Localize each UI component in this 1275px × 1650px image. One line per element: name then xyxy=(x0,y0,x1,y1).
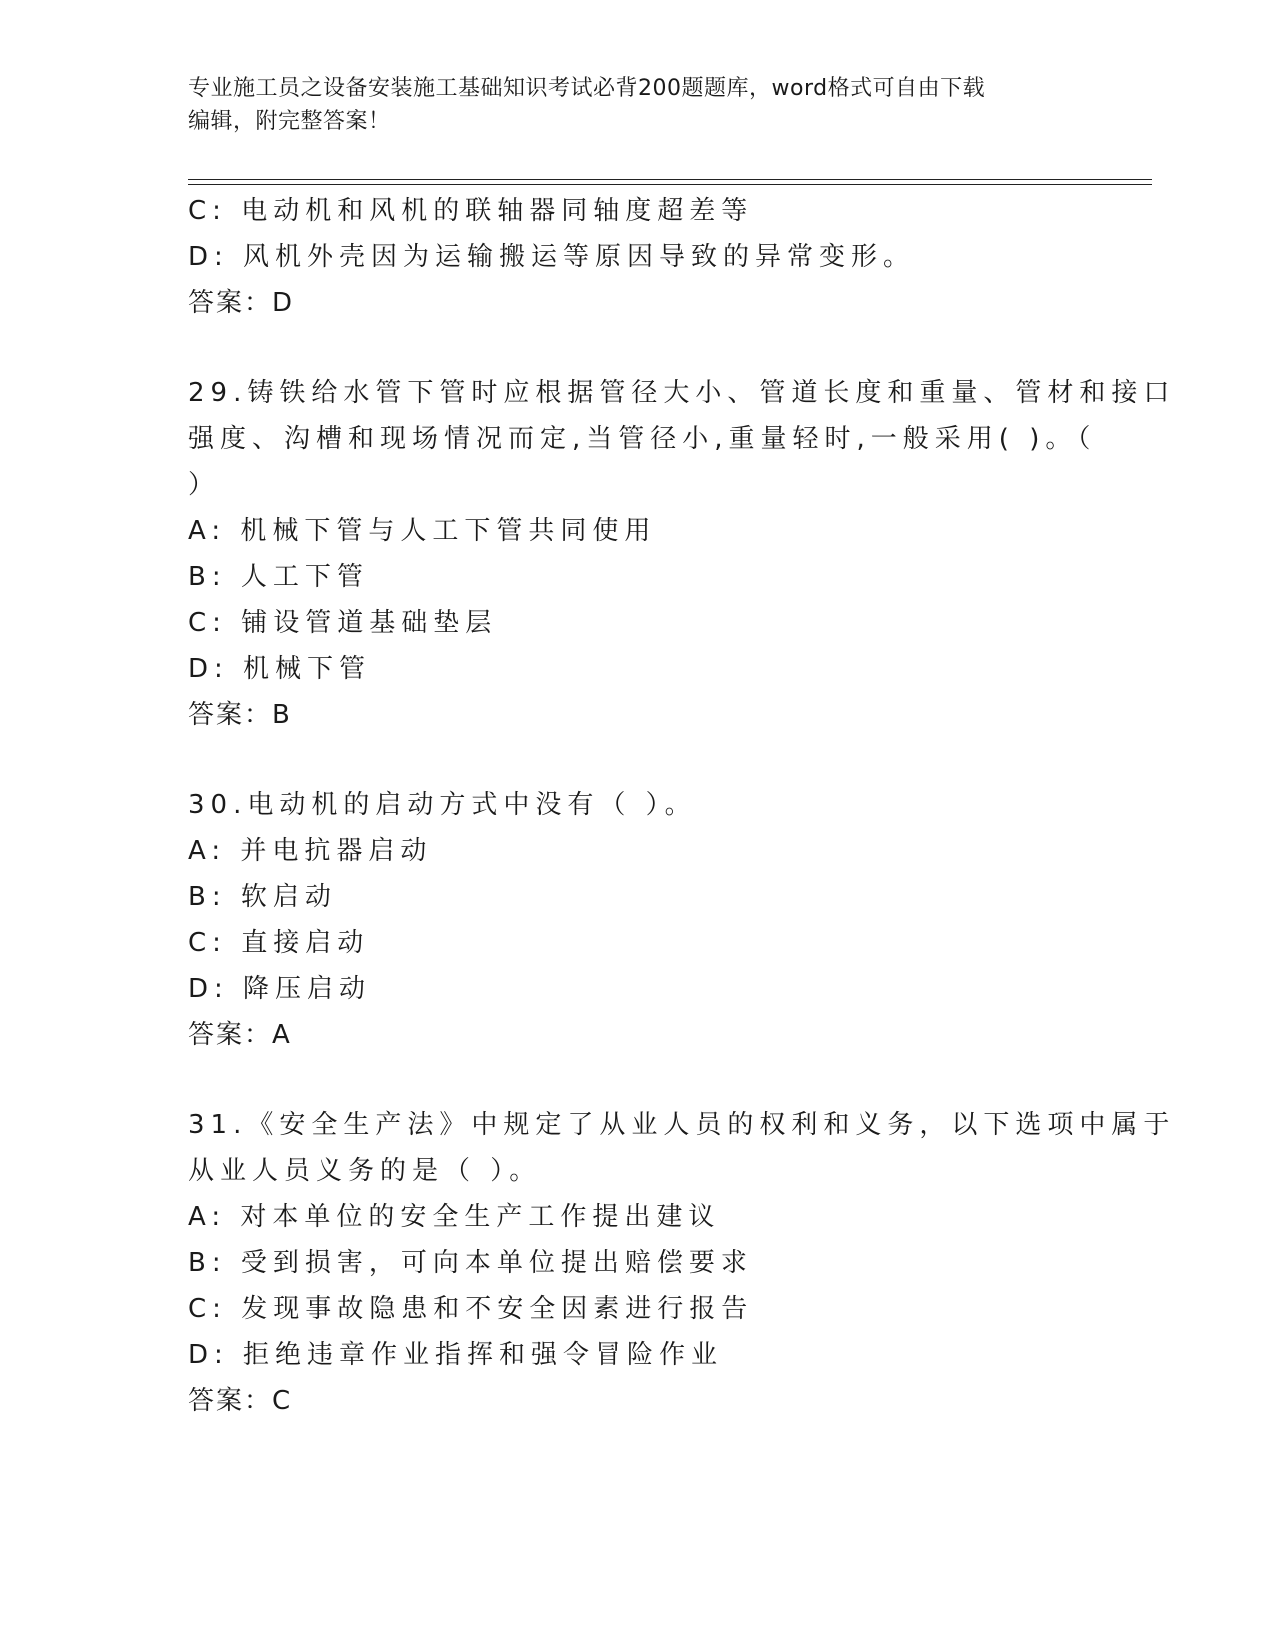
option-label: A: xyxy=(188,1202,227,1232)
option-label: C: xyxy=(188,1294,227,1324)
option-row xyxy=(188,920,1088,966)
question-30 xyxy=(188,782,1088,1058)
question-text-line: ） xyxy=(188,470,221,500)
option-row xyxy=(188,828,1088,874)
option-row xyxy=(188,1240,1088,1286)
answer-line: 答案：D xyxy=(188,288,295,318)
question-31 xyxy=(188,1102,1176,1424)
document-header xyxy=(188,72,1068,138)
answer-line: 答案：B xyxy=(188,700,292,730)
header-line-1: 专业施工员之设备安装施工基础知识考试必背200题题库，word格式可自由下载 xyxy=(188,76,986,101)
option-text: 人工下管 xyxy=(240,562,369,592)
question-text-line: 31.《安全生产法》中规定了从业人员的权利和义务，以下选项中属于 xyxy=(188,1110,1176,1140)
option-label: D: xyxy=(188,242,229,272)
option-row xyxy=(188,234,1088,280)
option-label: D: xyxy=(188,654,229,684)
header-divider-top xyxy=(188,179,1152,180)
option-label: B: xyxy=(188,882,227,912)
answer-line: 答案：A xyxy=(188,1020,292,1050)
question-text-line: 强度、沟槽和现场情况而定,当管径小,重量轻时,一般采用( )。（ xyxy=(188,424,1097,454)
option-text: 电动机和风机的联轴器同轴度超差等 xyxy=(241,196,754,226)
option-label: C: xyxy=(188,928,227,958)
header-divider-bottom xyxy=(188,184,1152,185)
header-line-2: 编辑，附完整答案！ xyxy=(188,109,391,134)
question-text-line: 29.铸铁给水管下管时应根据管径大小、管道长度和重量、管材和接口 xyxy=(188,378,1176,408)
option-label: C: xyxy=(188,196,227,226)
option-row xyxy=(188,1332,1088,1378)
option-row xyxy=(188,966,1088,1012)
option-text: 对本单位的安全生产工作提出建议 xyxy=(240,1202,721,1232)
option-text: 软启动 xyxy=(240,882,337,912)
option-text: 铺设管道基础垫层 xyxy=(241,608,498,638)
question-text-line: 30.电动机的启动方式中没有（ ）。 xyxy=(188,790,697,820)
option-text: 拒绝违章作业指挥和强令冒险作业 xyxy=(243,1340,724,1370)
question-content xyxy=(188,188,1176,1424)
option-label: A: xyxy=(188,516,227,546)
option-text: 发现事故隐患和不安全因素进行报告 xyxy=(241,1294,754,1324)
option-row xyxy=(188,600,1088,646)
option-text: 直接启动 xyxy=(241,928,370,958)
option-row xyxy=(188,508,1088,554)
option-label: B: xyxy=(188,562,227,592)
question-text-line: 从业人员义务的是（ ）。 xyxy=(188,1156,542,1186)
option-label: B: xyxy=(188,1248,227,1278)
option-label: A: xyxy=(188,836,227,866)
option-row xyxy=(188,188,1088,234)
option-label: D: xyxy=(188,974,229,1004)
question-29 xyxy=(188,370,1176,738)
option-text: 降压启动 xyxy=(243,974,372,1004)
option-row xyxy=(188,1286,1088,1332)
option-text: 风机外壳因为运输搬运等原因导致的异常变形。 xyxy=(243,242,916,272)
option-label: C: xyxy=(188,608,227,638)
option-label: D: xyxy=(188,1340,229,1370)
option-row xyxy=(188,554,1088,600)
option-text: 机械下管与人工下管共同使用 xyxy=(240,516,657,546)
option-row xyxy=(188,646,1088,692)
option-row xyxy=(188,1194,1088,1240)
option-row xyxy=(188,874,1088,920)
option-text: 机械下管 xyxy=(243,654,372,684)
option-text: 受到损害，可向本单位提出赔偿要求 xyxy=(240,1248,753,1278)
option-text: 并电抗器启动 xyxy=(240,836,433,866)
answer-line: 答案：C xyxy=(188,1386,293,1416)
continued-question xyxy=(188,188,1088,326)
